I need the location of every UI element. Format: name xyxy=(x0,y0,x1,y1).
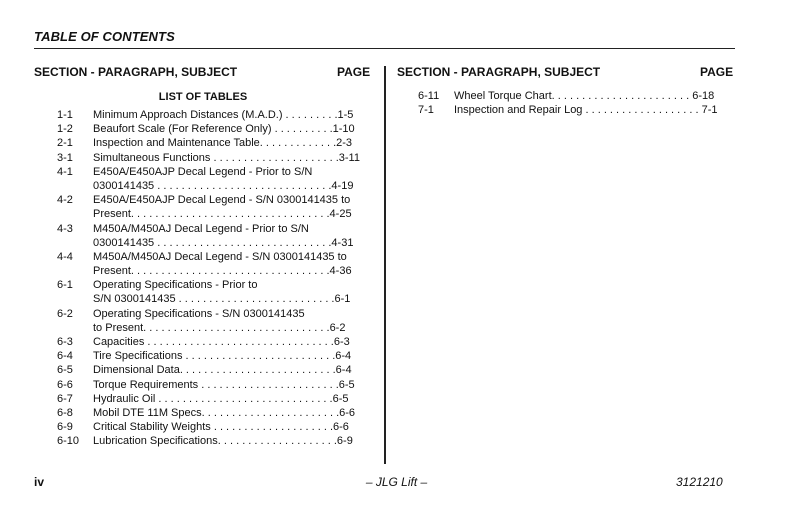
table-title: Inspection and Maintenance Table. . . . . . . . . . . . .2-3 xyxy=(93,137,353,150)
table-title: Minimum Approach Distances (M.A.D.) . . . . . . . . .1-5 xyxy=(93,109,354,121)
left-page-header: PAGE xyxy=(337,65,371,79)
table-title: Present. . . . . . . . . . . . . . . . . . . . . . . . . . . . . . . . .4-25 xyxy=(93,208,352,221)
table-number: 1-1 xyxy=(57,109,73,121)
table-title: Tire Specifications . . . . . . . . . . . . . . . . . . . . . . . . .6-4 xyxy=(93,350,352,363)
table-title: Wheel Torque Chart. . . . . . . . . . . . . . . . . . . . . . . 6-18 xyxy=(454,90,715,102)
table-list-item[interactable] xyxy=(418,103,736,117)
table-number: 2-1 xyxy=(57,137,73,150)
table-number: 6-10 xyxy=(57,435,80,448)
table-title: Beaufort Scale (For Reference Only) . . . . . . . . . .1-10 xyxy=(93,123,355,136)
footer-center: – JLG Lift – xyxy=(365,475,428,489)
table-list-item[interactable] xyxy=(57,335,375,349)
title-rule xyxy=(34,48,735,49)
table-list-item[interactable] xyxy=(57,278,375,292)
right-table-list xyxy=(418,89,736,117)
table-list-item[interactable] xyxy=(418,89,736,103)
table-number: 4-1 xyxy=(57,165,73,178)
right-page-header: PAGE xyxy=(700,65,734,79)
table-title: Torque Requirements . . . . . . . . . . . . . . . . . . . . . . .6-5 xyxy=(93,378,355,391)
table-number: 6-4 xyxy=(57,350,73,363)
table-title: Inspection and Repair Log . . . . . . . . . . . . . . . . . . . 7-1 xyxy=(454,104,718,117)
table-number: 6-9 xyxy=(57,421,73,434)
table-list-item[interactable] xyxy=(57,165,375,179)
table-list-item[interactable] xyxy=(57,321,375,335)
table-number: 6-3 xyxy=(57,336,73,348)
right-section-header: SECTION - PARAGRAPH, SUBJECT xyxy=(397,65,601,79)
table-list-item[interactable] xyxy=(57,179,375,193)
table-title: Lubrication Specifications. . . . . . . . . . . . . . . . . . . .6-9 xyxy=(93,435,353,448)
table-title: Mobil DTE 11M Specs. . . . . . . . . . . . . . . . . . . . . . .6-6 xyxy=(93,406,356,419)
table-list-item[interactable] xyxy=(57,392,375,406)
table-number: 6-2 xyxy=(57,307,73,320)
table-list-item[interactable] xyxy=(57,307,375,321)
table-number: 7-1 xyxy=(418,104,434,117)
page-title: TABLE OF CONTENTS xyxy=(34,29,175,44)
column-divider xyxy=(384,66,386,464)
table-list-item[interactable] xyxy=(57,378,375,392)
table-list-item[interactable] xyxy=(57,406,375,420)
table-title: Operating Specifications - S/N 0300141435 xyxy=(93,307,305,320)
table-number: 4-4 xyxy=(57,250,73,263)
table-title: Present. . . . . . . . . . . . . . . . . . . . . . . . . . . . . . . . .4-36 xyxy=(93,265,352,278)
table-list-item[interactable] xyxy=(57,434,375,448)
table-title: to Present. . . . . . . . . . . . . . . . . . . . . . . . . . . . . . .6-2 xyxy=(93,321,346,334)
table-title: 0300141435 . . . . . . . . . . . . . . . . . . . . . . . . . . . . .4-19 xyxy=(93,179,354,192)
table-title: 0300141435 . . . . . . . . . . . . . . . . . . . . . . . . . . . . .4-31 xyxy=(93,236,354,249)
table-list-item[interactable] xyxy=(57,349,375,363)
table-title: S/N 0300141435 . . . . . . . . . . . . . . . . . . . . . . . . . .6-1 xyxy=(93,293,351,306)
table-title: M450A/M450AJ Decal Legend - S/N 0300141435 to xyxy=(93,250,347,263)
left-section-header: SECTION - PARAGRAPH, SUBJECT xyxy=(34,65,238,79)
table-number: 3-1 xyxy=(57,151,73,164)
table-number: 6-5 xyxy=(57,364,73,377)
table-list-item[interactable] xyxy=(57,136,375,150)
document-number: 3121210 xyxy=(676,475,723,489)
table-title: E450A/E450AJP Decal Legend - Prior to S/N xyxy=(93,165,313,178)
table-number: 6-11 xyxy=(418,90,440,102)
table-title: Dimensional Data. . . . . . . . . . . . . . . . . . . . . . . . . .6-4 xyxy=(93,364,352,377)
table-list-item[interactable] xyxy=(57,108,375,122)
table-number: 1-2 xyxy=(57,123,73,136)
page-number: iv xyxy=(34,475,45,489)
table-list-item[interactable] xyxy=(57,250,375,264)
table-list-item[interactable] xyxy=(57,222,375,236)
table-number: 6-1 xyxy=(57,279,73,292)
table-title: Simultaneous Functions . . . . . . . . . . . . . . . . . . . . .3-11 xyxy=(93,151,360,164)
table-number: 6-6 xyxy=(57,378,73,391)
table-number: 4-3 xyxy=(57,222,73,235)
table-title: Hydraulic Oil . . . . . . . . . . . . . . . . . . . . . . . . . . . . .6-5 xyxy=(93,392,349,405)
table-number: 6-8 xyxy=(57,406,73,419)
table-list-item[interactable] xyxy=(57,292,375,306)
table-list-item[interactable] xyxy=(57,236,375,250)
table-title: E450A/E450AJP Decal Legend - S/N 0300141435 to xyxy=(93,194,351,207)
table-list-item[interactable] xyxy=(57,151,375,165)
table-number: 6-7 xyxy=(57,392,73,405)
table-list-item[interactable] xyxy=(57,193,375,207)
table-list-item[interactable] xyxy=(57,420,375,434)
table-list-item[interactable] xyxy=(57,207,375,221)
table-title: Critical Stability Weights . . . . . . . . . . . . . . . . . . . .6-6 xyxy=(93,421,349,434)
table-list-item[interactable] xyxy=(57,264,375,278)
table-title: Capacities . . . . . . . . . . . . . . . . . . . . . . . . . . . . . . .6-3 xyxy=(93,336,350,348)
table-title: Operating Specifications - Prior to xyxy=(93,279,258,292)
table-list-item[interactable] xyxy=(57,363,375,377)
table-list-item[interactable] xyxy=(57,122,375,136)
table-title: M450A/M450AJ Decal Legend - Prior to S/N xyxy=(93,222,309,235)
table-number: 4-2 xyxy=(57,194,73,207)
list-of-tables-heading: LIST OF TABLES xyxy=(158,91,248,103)
left-table-list xyxy=(57,108,375,449)
